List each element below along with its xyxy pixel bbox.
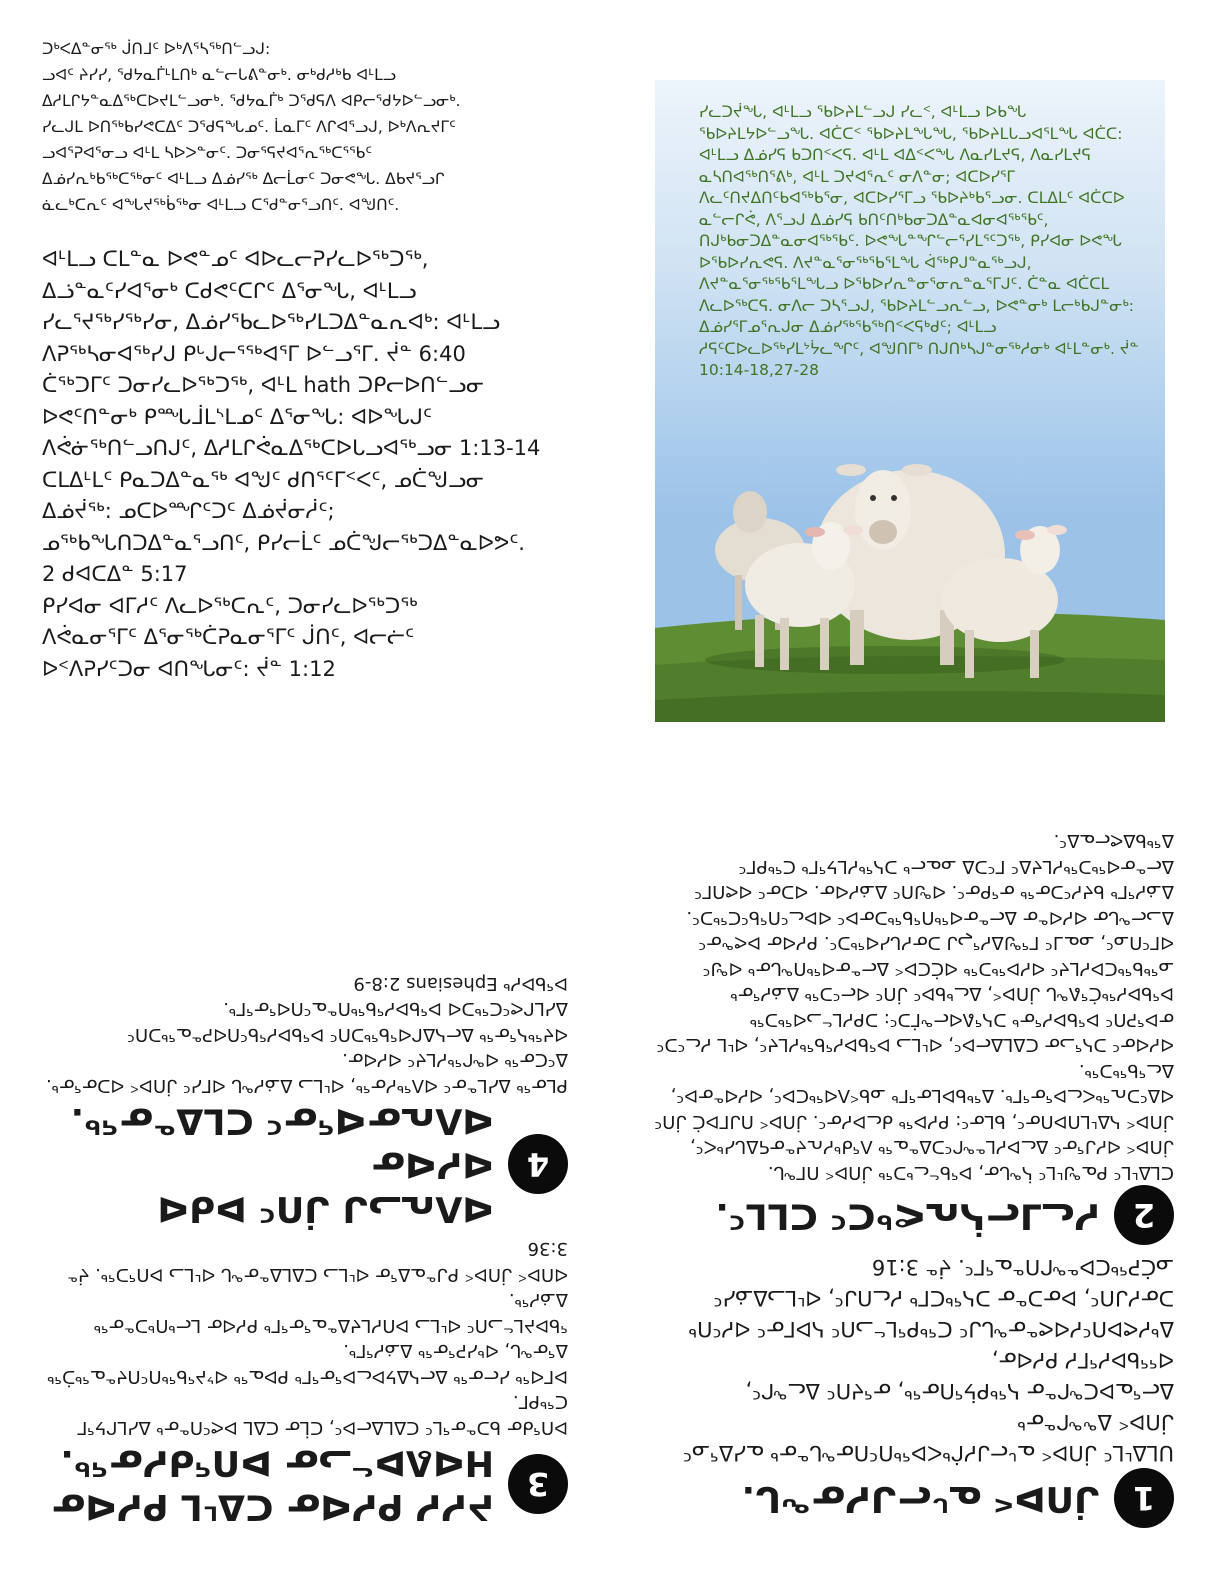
step-text: ᑌᒪᐃᒻᒪᑦ ᒎᑎᐅᑉ ᓇᒡᓕᒍᓯᒌᒃᐸᐅᖅᑎᑦᑎᓂᖓᓐᓂᒃ ᓇᓱᐃᕐᓄᑦ ᒎᑎᐅᑉ ᐃᖕᖏᓐᓂᒃ xyxy=(683,1410,1174,1465)
step-block-1 xyxy=(644,1251,1174,1528)
verse-line: ᐃᓘᓐᓇᑦᓯᐊᕐᓂᒃ ᑕᑯᕙᑦᑕᒋᑦ ᐃᕐᓂᖓ, ᐊᒻᒪᓗ xyxy=(42,278,417,303)
step-text: ᖃᐅᔨᒪᓪᓗᑎᑦ ᐊᒻᒪᓗ ᐅᑎᓯᒪᔪᐃᓐᓇᕐᓂᕐᒥᒃ ᑭᓯᐊᓂ ᒪᓕᒃᑎᒃᑐᓐᓂᖅ ᐃᓅᓯᖅ. xyxy=(93,1289,568,1336)
step-heading: ᓯᓚᒧᓕᓵᕆᕙᒃᑕᑦ ᑕᒪᒪᑦ. xyxy=(715,1195,1100,1236)
step-number-badge: 1 xyxy=(1114,1468,1174,1528)
prayer-panel xyxy=(42,36,602,685)
sheep-picture-panel xyxy=(655,80,1165,722)
step-text: ᐊᓯᐊᓂᑦ ᑐᓴᕐᓗᓂ ᑕᐃᒪᐃᓕᐅᑦ, ᐊᒻᒪᓗ ᐅᖃᐅᓯᖃᖅᓯᒪᔪᑦ, ᐊᒻᒪ ᓯᓚᑦᑐᑦ ᓂᐅᕐᕈᑎᑦ ᐅᖃᐅᓯᕐᓂᒃ ᑐᓴᕐᕕᐊᓕᖕᒦᑐᑦ: ᑐᑭᓯᒪᓪᓗᐊᖅᑐᖅ ᐅᖃᐅᓯᖅᑖᕐᕕᖓ ᒎᑎᐅᑉ, ᐃᓚᒃᑲᐅᑦ ᒎᑎᑦ ᐊᓕᑦᑐᖅ ᐃᓅᓯᕐᓂᒃ ᓄᖅᑲᖅᑕᐅᓯᒪᔪᑦ ᐊᓯᐅᖅᑐᖅ ᐊᑖᑕᐅᑉ ᐃᓕᓐᓂᐊᖅᑎᖓᓂᒃ ᐊᖑᑦ ᐊᒥᑦᑎᓄᑦ, ᓄᓇᒧᑦ ᒥᕐᖑᐃᓯᕐᖢᒍ ᑐᓂᓯᒐᓱᐊᖅᑐᑦ. ᑭᓯᐊᓂ ᐅᕙᖕᓂᑦ ᐃᓗᓕᖓᓂ ᐊᓯᐊᓐᓂ ᐃᓕᓐᓂᐊᖅᑎᖃᖅᑐᓂᐅᑦ ᐊᐅᓚᑦᑎᖃᑦᑕᖅᑐᑦ. ᐃᓅᓯᕐᒥᒃ ᑲᔪᓯᑦᑐᓂᖅ ᓂᕿᓂᑦ. ᐊᖑᑎᑦ ᐃᓅᓯᐊᓂ. ᐊᑐᓂᑦ ᐊᕙᑎᒥᑦ ᐃᓕᓐᓂᐊᖅᑐᖅᓯᒪᔪᐃᑦ ᒥᑦᑐᐃ ᓄᓇᓕᒃ ᑐᓴᖅᓯᒪᔭᕐᒥᒃ ᑕᖅᑭᒥᑦ ᐃᖅᑲᐃᕙᓕᓇᐃᑦ. xyxy=(656,830,1174,1056)
step-text: ᒎᑎᐅᑉ ᐊᓯᒍᕐᓂᑦ ᐃᓚᐅᓯᒪᓐᖏᑦᑐᐃᓐᓇᖅ ᐱᖁᒃᓯᕆᔪᓐᓂᕋᐃᒐᓱᒃᐸᑦ, ᒎᑎᐅᑉ ᓴᐃᒻᒪᑎᐅᑎᓂᑦ, ᑲᒪᓂᑦ: ᑭᓯᐅᖅ ᑯᓚᐅᓯᓂᑦ. ᒎᑎᐅᑉ ᑎᒍᒥᐅᑖ ᒎᑎᑦ ᐊᐃᑦᑐᕆᖅᐸᓚᐅᕐᓂᕐᒥᒃ. ᐃᖅᑲᐅᒪᓂᕐᒥᒃ ᓄᑲᑉᐱᐊᖅᑕᐅᑦ, ᐊᓯᐊᓐᓂᐅᑦ, ᐃᓚᖃᖅᑐᖅ. xyxy=(654,1060,1174,1158)
verse-line: ᐱᕚᓃᖅᑎᓪᓗᑎᒍᑦ, ᐃᓱᒪᒋᕚᓇᐃᖅᑕᐅᒐᓗᐊᖅᓗᓂ 1:13-14 xyxy=(42,436,541,460)
prayer-text: ᑐᒃᐸᐃᓐᓂᖅ ᒎᑎᒧᑦ ᐅᒃᐱᕐᓴᖅᑎᓪᓗᒍ: ᓗᐊᑦ ᔨᓯᓯ, ᖁᔭᓇᒦᒻᒪᑎᒃ ᓇᓪᓕᒐᕕᓐᓂᒃ. ᓂᒃᑯᓱᒃᑲ ᐊᒻᒪᓗ ᐃᓱᒪᒋᔭᓐᓇᐃᖅᑕᐅᔪᒪᓪᓗᓂᒃ. ᖁᔭᓇᒦᒃ ᑐᖁᕋᐱ ᐊᑭᓕᖁᔭᐅᓪᓗᓂᒃ. ᓯᓚᒍᒪ ᐅᑎᖅᑲᓯᕙᑕᐃᑦ ᑐᖁᕋᖓᓄᑦ. ᒫᓇᒥᑦ ᐱᒋᐊᕐᓗᒍ, ᐅᒃᐱᕆᔪᒥᑦ ᓗᐊᕐᕈᐊᕐᓂᓗ ᐊᒻᒪ ᓴᐅᐳᓐᓂᑦ. ᑐᓂᕐᕋᔪᐊᕐᕆᖅᑕᕐᖃᑦ ᐃᓅᓯᕆᒃᑲᖅᑕᖅᓂᑦ ᐊᒻᒪᓗ ᐃᓅᓯᖅ ᐃᓕᒫᓂᑦ ᑐᓂᕙᖓ. ᐃᑲᔪᕐᓗᒋ ᓈᓚᒃᑕᕆᑦ ᐊᖓᔪᖅᑳᖅᓂ ᐊᒻᒪᓗ ᑕᖁᓐᓂᕐᓗᑎᑦ. ᐊᖑᑎᑦ. xyxy=(42,40,461,214)
step-heading: ᐊᐱᕆᓗᒍ ᒎᑎᑦ ᐅᑯᐊ ᐊᓯᐊᓂ xyxy=(157,1144,494,1228)
step-number-badge: 4 xyxy=(508,1134,568,1194)
step-block-3 xyxy=(38,1236,568,1528)
verse-line: ᐅᕙᑦᑎᓐᓂᒃ ᑭᙵᒨᒪᔅᒪᓄᑦ ᐃᕐᓂᖓ: ᐊᐅᖓᒍᑦ xyxy=(42,404,433,429)
step-text: ᐊᔪᖅᓴᕐᓂᖅ ᐃᓕᓴᐃᒋᐊᖃᖅᑐᑎᑦ ᐅᖃᐅᓯᖃᑦᑎᐊᕈᓐᓇᖅᑐᑎᑦ ᐃᓱᒪᒋᕙᑦᑕᖅᑐᐊ ᐅᖃᐅᓯᖃᖅᑎᓐᓇᑦᑎᐊᕐᓂᕐᒥᒃ. xyxy=(127,998,568,1045)
verse-line: ᐃᓅᔫᖅ: ᓄᑕᐅᙱᑦᑐᑦ ᐃᓅᔫᓂᓲᑦ; xyxy=(42,499,335,523)
step-text: ᐊᑎᐅᑉ ᒎᑎᐅᑉ ᑭᒍᓐᓇᐃᕐᓂ ᐊᒻᒪᓗ ᑕᐃᒪᐃᓐᓂᖓ ᐊᒻᒪᓗ ᐅᑎᕐᑐᖅ. ᔫᓐ 3:36 xyxy=(67,1238,568,1285)
green-verse-text: ᓯᓚᑐᔫᖓ, ᐊᒻᒪᓗ ᖃᐅᔨᒪᓪᓗᒍ ᓯᓚᑉ, ᐊᒻᒪᓗ ᐅᑲᖓ ᖃᐅᔨᒪᔭᐅᓪᓗᖓ. ᐊᑖᑕᑉ ᖃᐅᔨᒪᖓᖓ, ᖃᐅᔨᒪᒐᓗᐊᕐᒪᖓ ᐊᑖᑕ: ᐊᒻᒪᓗ ᐃᓅᓯᕋ ᑲᑐᑎᑉᐸᕋ. ᐊᒻᒪ ᐊᐃᑉᐸᖓ ᐱᓇᓯᒪᔪᕋ, ᐱᓇᓯᒪᔪᕋ ᓇᓴᑎᐊᖅᑎᕐᕕᒃ, ᐊᒻᒪ ᑐᔪᐊᕐᕆᑦ ᓂᐱᓐᓂ; ᐊᑕᐅᓯᕐᒥ ᐱᓚᑦᑎᔪᐃᑎᑦᑲᐊᖅᑲᕐᓂ, ᐊᑕᐅᓯᕐᒥᓗ ᖃᐅᔨᒃᑲᕐᓗᓂ. ᑕᒪᐃᒪᑦ ᐊᑖᑕᐅ ᓇᓪᓕᒋᕚ, ᐱᕐᓗᒍ ᐃᓅᓯᕋ ᑲᑎᑦᑎᒃᑲᓂᑐᐃᓐᓇᐊᓂᐊᖅᖃᑦ, ᑎᒍᒃᑲᓂᑐᐃᓐᓇᓂᐊᖅᖃᑦ. ᐅᕙᖓᓐᖏᓪᓕᕐᓯᒪᕐᑦᑐᖅ, ᑭᓯᐊᓂ ᐅᕙᖓ ᐅᖃᐅᓯᕆᕙᕋ. ᐱᔪᓐᓇᕐᓂᖅᖃᕐᒪᖓ ᐋᖅᑭᒍᓐᓇᖅᓗᒍ, ᐱᔪᓐᓇᕐᓂᖅᖃᕐᒪᖓᓗ ᐅᖃᐅᓯᕆᓐᓂᕐᓂᕆᓐᓇᕐᒥᒍᑦ. ᑖᓐᓇ ᐊᑖᑕᒪ ᐱᓚᐅᖅᑕᕋ. ᓂᐱᓕ ᑐᓴᕐᓗᒍ, ᖃᐅᔨᒪᓪᓗᕆᓪᓗ, ᐅᕙᓐᓂᒃ ᒪᓕᒃᑲᒍᓐᓂᒃ: ᐃᓅᓯᕐᒥᓄᕐᕆᒍᓂ ᐃᓅᓯᖅᖃᖅᑎᑉᐸᕋᒃᑯᑦ; ᐊᒻᒪᓗ ᓱᕋᑦᑕᐅᓚᐅᖅᓯᒪᔾᔮᓚᖏᑦ, ᐊᖑᑎᒥᒃ ᑎᒍᑎᒃᓴᒍᓐᓂᖅᓱᓂᒃ ᐊᒻᒪᓐᓂᒃ. ᔫᓐ 10:14-18,27-28 xyxy=(699,103,1139,379)
verse-line: 2 ᑯᐊᑕᐃᓐ 5:17 xyxy=(42,562,188,586)
step-text: ᑕᒪᐃᒻᒪᑦ ᑭᓇᖑᒻᒪᑦ ᓵᖓᓂ, ᐅᖃᓪᓚᒃᑐᖅ ᒎᑎᐅᑉ ᑎᒥᖓ. xyxy=(767,1162,1174,1183)
step-heading: ᐊᐱᕆᓂᐊᕐᓂᑦ ᑕᒪᐃᓐᓂᖅ. xyxy=(70,1100,494,1140)
steps-panel-right xyxy=(644,822,1174,1528)
step-text: ᐅᒥᐊᖅ ᓱᓕᓂᖅ ᐃᓕᓴᐃᔭᐅᓚᐅᕐᓂᕐᒥᒃ ᑭᐅᓇᖅ ᐊᔾᔨᖃᖅᑎᑦᑎᔪᓐᓇᖅᑑᖅ ᐃᕐᓂᖓ, ᐊᒃᓱᕈᕐᓂᖅ ᐃᓅᓯᕐᒥᒃ. xyxy=(47,1340,568,1387)
verse-line: ᐱᕚᓇᓂᕐᒥᑦ ᐃᕐᓂᖅᑖᕈᓇᓂᕐᒥᑦ ᒎᑎᑦ, ᐊᓕᓖᑦ xyxy=(42,625,415,649)
verse-line: ᑖᖅᑐᒥᑦ ᑐᓂᓯᓚᐅᖅᑐᖅ, ᐊᒻᒪ hath ᑐᑭᓕᐅᑎᓪᓗᓂ xyxy=(42,373,485,397)
step-text: ᐅᖃᐅᓯᒃ Ephesians 2:8-9 xyxy=(353,973,568,994)
step-number-badge: 3 xyxy=(508,1454,568,1514)
step-text: ᑭᒪᓂᖅ ᐃᓱᒪᓐᓂᑦ ᐊᐱᖅᓯᓂᖅ, ᐊᒻᒪᓗ ᐃᓅᓯᖓ ᐊᒥᓱᑦ ᒎᑎᐅᑉ ᐊᑐᓂᕐᓂᒃ. ᐃᑦᑕᓂᖅ ᐊᖏᖅᓯᒪᔪᑦ ᐊᓯᐊᓂ. xyxy=(45,1049,568,1096)
verse-line: ᐱᕈᖅᓴᓂᐊᖅᓯᒍ ᑭᒡᒍᓕᕐᖅᐊᕐᒥ ᐅᓪᓗᕐᒥ. ᔫᓐ 6:40 xyxy=(42,341,466,366)
step-text: ᐅᑎᕐᑯᓂ ᑲᑐᓐᓂᕐᒪᑦ ᑕᐃᒪᐃᓕᐅᑦ, ᑕᒫᓂ ᑕᐃᒪ ᐅᕙᑦᑎᓐᓂᒃ ᐃᓱᒪᒋᔭᕐᒥ ᑕᖅᑭᒥ. xyxy=(77,1391,568,1438)
step-block-4 xyxy=(38,971,568,1231)
step-text: ᐃᒃᓯᕙᐅᑎᑦᓯᐊᕙᓐᓂᖓᒍᑦ ᑕᖅᑭᕐᒪᓪᓗᑎᑦ ᓴᐅᒥᓂᑦ ᐊᓯᑦᑎᒃ ᑐᓂᓯᒍᑎᑦ, ᐅᓂᑐᓐᓂ ᑐᓴᖅᑕᒥᒃ ᓯᓚᑎᒍᑦ, ᐊᒻᒪᓗᐃᓅᓱᑦ ᓄᑖᕈᖅᑕᐅᓐᖏᑎᓐᓇᕐᒥᑦ. ᔫᓐ 3:16 xyxy=(688,1255,1174,1341)
step-heading: ᕼᐊᕕᐅᓪᓗᓂ ᐅᑎᕐᑯᓯᓂᖅ. xyxy=(60,1442,494,1482)
verse-line: ᓄᖅᑲᖓᑎᑐᐃᓐᓇᕐᓗᑎᑦ, ᑭᓯᓕᒫᑦ ᓄᑖᖑᓕᖅᑐᐃᓐᓇᐅᕗᑦ. xyxy=(42,530,525,555)
step-block-2 xyxy=(644,828,1174,1245)
verse-line: ᑭᓯᐊᓂ ᐊᒥᓱᑦ ᐱᓚᐅᖅᑕᕆᑦ, ᑐᓂᓯᓚᐅᖅᑐᖅ xyxy=(42,593,418,618)
verse-line: ᓯᓚᕐᔪᖅᓯᖅᓯᓂ, ᐃᓅᓯᖃᓚᐅᖅᓯᒪᑐᐃᓐᓇᕆᐊᒃ: ᐊᒻᒪᓗ xyxy=(42,310,501,334)
verse-line: ᑕᒪᐃᒻᒪᑦ ᑭᓇᑐᐃᓐᓇᖅ ᐊᖑᑦ ᑯᑎᕐᑦᒥᑉᐸᑦ, ᓄᑖᖑᓗᓂ xyxy=(42,467,484,492)
step-heading: ᒎᑎᐅᑉ ᓇᒡᓕᒍᓯᓂᖓ. xyxy=(741,1478,1100,1519)
step-number-badge: 2 xyxy=(1114,1185,1174,1245)
step-heading: ᔨᓯᓯ ᑭᓯᐊᓂ ᑕᐃᒻᒪ ᑭᓯᐊᓂ xyxy=(50,1486,494,1526)
verse-line: ᐅᑉᐱᕈᓯᑦᑐᓂ ᐊᑎᖓᓂᑦ: ᔫᓐ 1:12 xyxy=(42,656,336,681)
verse-list xyxy=(42,244,602,685)
verse-line: ᐊᒻᒪᓗ ᑕᒪᓐᓇ ᐅᕙᓐᓄᑦ ᐊᐅᓚᓕᕈᓯᓚᐅᖅᑐᖅ, xyxy=(42,247,429,271)
step-text: ᐃᓕᕐᓇᐅᑕᖏᓐᓂ ᓴᖅᑭᔮᕐᑎᓂᖅ, ᓂᕐᔪᑎᑦ ᐃᓚᖏᑦ, ᐊᕐᖃᐅᓯᕐᒥᓯ ᑭᓯᐊᓂ, xyxy=(745,1348,1174,1403)
steps-panel-left xyxy=(38,852,568,1528)
